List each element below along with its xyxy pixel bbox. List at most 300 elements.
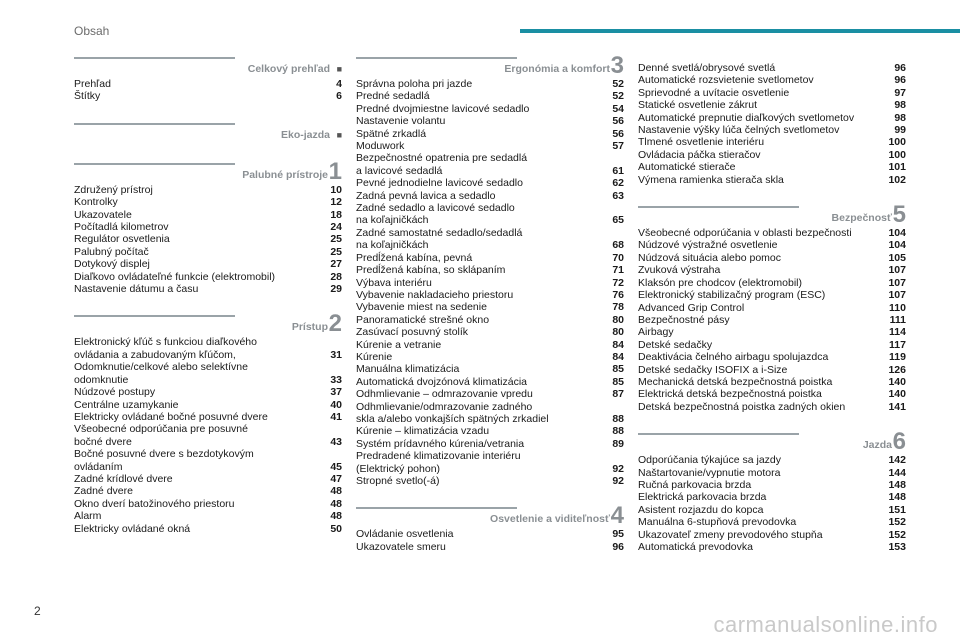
toc-entry-title: Pevné jednodielne lavicové sedadlo: [356, 177, 523, 190]
toc-entry-title: Prehľad: [74, 78, 111, 90]
toc-entry-page: 85: [612, 363, 624, 376]
toc-entry[interactable]: [74, 448, 342, 473]
toc-entry-title: Ukazovatele smeru: [356, 540, 446, 553]
toc-entry-title: Statické osvetlenie zákrut: [638, 99, 758, 112]
toc-entry[interactable]: [638, 388, 906, 400]
toc-entry-title: Detské sedačky ISOFIX a i-Size: [638, 363, 788, 376]
toc-entry-page: 56: [612, 127, 624, 140]
toc-entry-page: 104: [888, 227, 906, 240]
toc-entry-title: Ručná parkovacia brzda: [638, 478, 752, 491]
toc-entry[interactable]: [356, 78, 624, 90]
toc-entry-title: Zadné dvere: [74, 485, 133, 498]
toc-entry[interactable]: [638, 62, 906, 74]
toc-entry-title: Všeobecné odporúčania v oblasti bezpečnosti: [638, 227, 852, 240]
toc-entry-page: 52: [612, 78, 624, 90]
toc-entry-title: Automatické stierače: [638, 161, 736, 174]
toc-entry[interactable]: [74, 523, 342, 535]
toc-entry-page: 70: [612, 251, 624, 264]
toc-entry-page: 48: [330, 510, 342, 523]
toc-entry[interactable]: [356, 277, 624, 289]
toc-entry-page: 33: [330, 373, 342, 386]
toc-entry-title: Centrálne uzamykanie: [74, 398, 179, 411]
toc-entry-page: 41: [330, 410, 342, 423]
toc-entry[interactable]: [74, 498, 342, 510]
toc-entry-page: 98: [894, 111, 906, 124]
toc-entry-page: 48: [330, 497, 342, 510]
toc-entry[interactable]: [74, 411, 342, 423]
toc-entry-page: 119: [889, 351, 906, 364]
toc-entry-title: Palubný počítač: [74, 245, 149, 258]
toc-entry[interactable]: [74, 336, 342, 361]
toc-entry-title: Núdzová situácia alebo pomoc: [638, 251, 782, 264]
toc-section: [356, 52, 624, 487]
toc-entry[interactable]: [638, 74, 906, 86]
toc-entry-title: Zvuková výstraha: [638, 264, 721, 277]
toc-entry-page: 96: [612, 540, 624, 553]
toc-section: [74, 310, 342, 535]
toc-entry-page: 114: [889, 326, 906, 339]
toc-entry-page: 151: [888, 503, 906, 516]
section-number: 5: [892, 201, 906, 229]
toc-entry[interactable]: [356, 90, 624, 102]
toc-entry-title: Elektrická parkovacia brzda: [638, 491, 767, 504]
toc-entry[interactable]: [74, 90, 342, 102]
toc-entry-title: Zadné samostatné sedadlo/sedadlá na koľajničkách: [356, 226, 523, 252]
toc-entry[interactable]: [74, 399, 342, 411]
toc-entry-page: 152: [888, 516, 906, 529]
toc-entry[interactable]: [638, 529, 906, 541]
toc-entry[interactable]: [638, 491, 906, 503]
toc-entry-page: 28: [330, 270, 342, 283]
toc-entry-page: 105: [888, 251, 906, 264]
toc-section: [638, 62, 906, 186]
toc-entry-title: Odhmlievanie – odmrazovanie vpredu: [356, 388, 533, 401]
toc-entry-title: Predĺžená kabína, pevná: [356, 251, 473, 264]
toc-entry[interactable]: [356, 264, 624, 276]
section-divider: [638, 433, 799, 435]
toc-entry-page: 96: [894, 74, 906, 87]
toc-entry[interactable]: [74, 283, 342, 295]
toc-entry-title: Štítky: [74, 90, 101, 103]
toc-entry[interactable]: [638, 239, 906, 251]
toc-entry[interactable]: [74, 386, 342, 398]
toc-entry-page: 148: [888, 478, 906, 491]
toc-entry-page: 56: [612, 115, 624, 128]
header-accent-bar: [520, 29, 960, 33]
toc-entry-page: 76: [612, 288, 624, 301]
toc-entry-title: Automatické rozsvietenie svetlometov: [638, 74, 814, 87]
toc-entry[interactable]: [356, 450, 624, 475]
section-header: [356, 52, 624, 79]
toc-entry-title: Odomknutie/celkové alebo selektívne odomknutie: [74, 361, 248, 386]
toc-entry[interactable]: [74, 78, 342, 90]
toc-entry-title: Ukazovatele: [74, 208, 132, 221]
toc-entry-page: 84: [612, 338, 624, 351]
toc-entry-title: Spätné zrkadlá: [356, 127, 427, 140]
toc-entry-page: 84: [612, 350, 624, 363]
watermark-text: carmanualsonline.info: [713, 612, 938, 637]
toc-entry-page: 6: [336, 90, 342, 103]
toc-entry-title: Odporúčania týkajúce sa jazdy: [638, 454, 781, 467]
toc-entry-page: 40: [330, 398, 342, 411]
toc-entry-title: Automatická dvojzónová klimatizácia: [356, 375, 527, 388]
toc-entry-title: Zadné sedadlo a lavicové sedadlo na koľajničkách: [356, 202, 515, 227]
toc-entry[interactable]: [74, 423, 342, 448]
toc-entry[interactable]: [638, 302, 906, 314]
toc-entry-title: Kontrolky: [74, 196, 118, 209]
toc-entry-page: 43: [330, 435, 342, 448]
toc-entry-title: Detské sedačky: [638, 338, 713, 351]
toc-entry-title: Elektricky ovládané bočné posuvné dvere: [74, 410, 268, 423]
toc-entry[interactable]: [638, 467, 906, 479]
toc-entry-page: 89: [612, 437, 624, 450]
toc-entry[interactable]: [638, 541, 906, 553]
toc-entry-page: 104: [888, 239, 906, 252]
toc-entry-title: Klaksón pre chodcov (elektromobil): [638, 276, 802, 289]
toc-entry-title: Advanced Grip Control: [638, 301, 745, 314]
toc-entry-title: Manuálna 6-stupňová prevodovka: [638, 516, 797, 529]
toc-entry[interactable]: [638, 124, 906, 136]
toc-entry-title: Ukazovateľ zmeny prevodového stupňa: [638, 528, 823, 541]
toc-entry[interactable]: [74, 258, 342, 270]
toc-entry-page: 110: [889, 301, 906, 314]
toc-entry[interactable]: [638, 339, 906, 351]
toc-entry-page: 98: [894, 99, 906, 112]
toc-entry[interactable]: [74, 361, 342, 386]
toc-entry-page: 99: [894, 124, 906, 137]
toc-entry-page: 92: [612, 475, 624, 487]
toc-entry-page: 141: [888, 400, 906, 413]
toc-entry[interactable]: [356, 363, 624, 375]
toc-section: [74, 55, 342, 103]
toc-entry-title: Odhmlievanie/odmrazovanie zadného skla a/alebo vonkajších spätných zrkadiel: [356, 400, 549, 425]
section-number: 1: [328, 157, 342, 185]
toc-entry[interactable]: [74, 246, 342, 258]
toc-entry[interactable]: [356, 401, 624, 426]
toc-entry-page: 111: [889, 313, 906, 326]
toc-entry[interactable]: [356, 376, 624, 388]
toc-entry-page: 107: [888, 276, 906, 289]
toc-entry-page: 126: [888, 363, 906, 376]
section-header: [74, 55, 342, 77]
toc-entry[interactable]: [638, 87, 906, 99]
toc-entry-title: Kúrenie – klimatizácia vzadu: [356, 425, 490, 438]
toc-entry-title: Všeobecné odporúčania pre posuvné bočné dvere: [74, 423, 248, 448]
toc-entry-title: Kúrenie: [356, 350, 393, 363]
toc-entry-page: 140: [888, 388, 906, 401]
toc-entry-page: 68: [612, 239, 624, 252]
toc-entry-page: 144: [888, 466, 906, 479]
toc-entry[interactable]: [638, 136, 906, 148]
toc-entry-page: 10: [330, 183, 342, 196]
toc-entry-page: 52: [612, 90, 624, 103]
toc-entry[interactable]: [356, 388, 624, 400]
toc-entry-title: Elektronický stabilizačný program (ESC): [638, 289, 826, 302]
toc-entry[interactable]: [356, 301, 624, 313]
toc-entry[interactable]: [356, 177, 624, 189]
toc-entry[interactable]: [638, 149, 906, 161]
toc-entry[interactable]: [638, 289, 906, 301]
toc-entry-title: Alarm: [74, 510, 102, 523]
square-bullet-icon: ■: [336, 129, 342, 140]
toc-entry-title: Stropné svetlo(-á): [356, 475, 440, 487]
toc-entry-title: Predné dvojmiestne lavicové sedadlo: [356, 102, 530, 115]
toc-entry-page: 107: [888, 264, 906, 277]
section-divider: [356, 507, 517, 509]
toc-entry[interactable]: [356, 339, 624, 351]
toc-entry[interactable]: [638, 264, 906, 276]
toc-entry-title: Manuálna klimatizácia: [356, 363, 460, 376]
section-header: [638, 428, 906, 456]
toc-entry-title: Okno dverí batožinového priestoru: [74, 497, 235, 510]
toc-entry[interactable]: [356, 326, 624, 338]
toc-entry-page: 48: [330, 485, 342, 498]
toc-entry-page: 18: [330, 208, 342, 221]
toc-entry[interactable]: [74, 233, 342, 245]
section-header: [356, 502, 624, 530]
toc-entry-title: Diaľkovo ovládateľné funkcie (elektromobil): [74, 270, 276, 283]
toc-entry-page: 88: [612, 412, 624, 425]
toc-entry-title: Zadné krídlové dvere: [74, 472, 173, 485]
toc-entry-title: Ovládanie osvetlenia: [356, 528, 454, 541]
section-number: 4: [610, 502, 624, 530]
toc-entry-title: Panoramatické strešné okno: [356, 313, 490, 326]
toc-entry-title: Nastavenie volantu: [356, 115, 446, 128]
toc-entry-title: Mechanická detská bezpečnostná poistka: [638, 375, 833, 388]
toc-entry-title: Sprievodné a uvítacie osvetlenie: [638, 86, 790, 99]
toc-section: [74, 157, 342, 296]
toc-entry[interactable]: [356, 202, 624, 227]
toc-entry[interactable]: [356, 128, 624, 140]
toc-entry-title: Bočné posuvné dvere s bezdotykovým ovládaním: [74, 448, 254, 473]
toc-entry-title: Núdzové výstražné osvetlenie: [638, 239, 778, 252]
toc-entry-page: 87: [612, 388, 624, 401]
section-header: [74, 121, 342, 143]
toc-entry-title: Kúrenie a vetranie: [356, 338, 442, 351]
section-title: Celkový prehľad: [247, 63, 330, 75]
toc-entry-page: 107: [888, 289, 906, 302]
toc-entry-title: Dotykový displej: [74, 258, 150, 271]
section-divider: [74, 315, 235, 317]
toc-entry[interactable]: [74, 473, 342, 485]
section-number: 2: [328, 310, 342, 338]
toc-entry[interactable]: [638, 376, 906, 388]
toc-entry-title: Vybavenie miest na sedenie: [356, 301, 487, 314]
toc-entry[interactable]: [356, 528, 624, 540]
toc-entry-page: 25: [330, 233, 342, 246]
toc-entry-title: Denné svetlá/obrysové svetlá: [638, 62, 776, 74]
toc-entry[interactable]: [74, 184, 342, 196]
toc-section: [638, 428, 906, 553]
toc-entry-page: 57: [612, 140, 624, 153]
toc-entry-page: 142: [888, 454, 906, 467]
toc-entry-page: 102: [888, 173, 906, 186]
toc-column-1: [74, 55, 342, 553]
toc-entry-title: Výmena ramienka stierača skla: [638, 173, 784, 186]
toc-entry[interactable]: [74, 271, 342, 283]
square-bullet-icon: ■: [336, 64, 342, 74]
toc-entry[interactable]: [356, 425, 624, 437]
toc-entry[interactable]: [638, 479, 906, 491]
toc-entry-title: Nastavenie dátumu a času: [74, 283, 199, 296]
section-title: Bezpečnosť: [831, 212, 892, 225]
toc-section: [356, 502, 624, 553]
toc-entry-title: Detská bezpečnostná poistka zadných okien: [638, 400, 846, 413]
toc-entry-title: Zasúvací posuvný stolík: [356, 326, 469, 339]
toc-entry-page: 100: [888, 136, 906, 149]
toc-entry-title: Asistent rozjazdu do kopca: [638, 503, 764, 516]
toc-entry-title: Elektronický kľúč s funkciou diaľkového ovládania a zabudovaným kľúčom,: [74, 336, 257, 361]
toc-entry[interactable]: [638, 454, 906, 466]
toc-entry-page: 95: [612, 528, 624, 541]
toc-entry[interactable]: [638, 277, 906, 289]
page-number: 2: [34, 604, 41, 618]
toc-entry[interactable]: [74, 221, 342, 233]
toc-entry-title: Bezpečnostné opatrenia pre sedadlá a lavicové sedadlá: [356, 152, 528, 177]
toc-entry[interactable]: [356, 227, 624, 252]
section-header: [74, 310, 342, 338]
toc-entry[interactable]: [356, 103, 624, 115]
toc-entry-page: 31: [330, 348, 342, 361]
toc-entry-page: 152: [888, 528, 906, 541]
toc-entry[interactable]: [638, 252, 906, 264]
toc-entry-page: 27: [330, 258, 342, 271]
toc-entry[interactable]: [356, 314, 624, 326]
section-divider: [74, 123, 235, 125]
toc-entry-page: 65: [612, 214, 624, 227]
toc-entry-page: 62: [612, 177, 624, 190]
toc-entry-page: 4: [336, 78, 342, 90]
toc-entry-title: Airbagy: [638, 326, 674, 339]
toc-entry-title: Elektricky ovládané okná: [74, 522, 191, 535]
toc-entry[interactable]: [74, 485, 342, 497]
toc-entry-page: 25: [330, 245, 342, 258]
toc-entry[interactable]: [74, 510, 342, 522]
section-divider: [356, 57, 517, 59]
toc-entry[interactable]: [638, 161, 906, 173]
toc-column-3: [638, 62, 906, 571]
toc-entry-page: 63: [612, 189, 624, 202]
toc-entry-title: Vybavenie nakladacieho priestoru: [356, 288, 514, 301]
section-number: 6: [892, 428, 906, 456]
toc-entry[interactable]: [638, 227, 906, 239]
toc-entry-page: 117: [889, 338, 906, 351]
toc-entry-title: Automatické prepnutie diaľkových svetlometov: [638, 111, 855, 124]
toc-entry-page: 24: [330, 221, 342, 234]
toc-entry[interactable]: [638, 504, 906, 516]
section-divider: [74, 57, 235, 59]
toc-entry-page: 78: [612, 301, 624, 314]
toc-section: [74, 121, 342, 143]
toc-entry[interactable]: [638, 364, 906, 376]
toc-entry-page: 50: [330, 522, 342, 535]
toc-entry-page: 140: [888, 375, 906, 388]
toc-entry-page: 92: [612, 462, 624, 475]
toc-entry-page: 45: [330, 460, 342, 473]
toc-entry-title: Moduwork: [356, 140, 405, 153]
toc-entry-title: Núdzové postupy: [74, 386, 156, 399]
toc-entry[interactable]: [356, 351, 624, 363]
toc-entry[interactable]: [638, 174, 906, 186]
section-divider: [638, 206, 799, 208]
toc-entry-title: Predĺžená kabína, so sklápaním: [356, 264, 506, 277]
section-title: Jazda: [862, 439, 892, 452]
toc-entry[interactable]: [356, 475, 624, 487]
toc-entry-page: 71: [612, 264, 624, 277]
section-header: [74, 157, 342, 185]
toc-entry-page: 47: [330, 472, 342, 485]
toc-entry-title: Naštartovanie/vypnutie motora: [638, 466, 781, 479]
toc-column-2: [356, 52, 624, 571]
toc-entry-page: 72: [612, 276, 624, 289]
toc-entry-title: Združený prístroj: [74, 183, 153, 196]
toc-entry-page: 61: [612, 164, 624, 177]
section-title: Osvetlenie a viditeľnosť: [490, 513, 610, 526]
toc-entry[interactable]: [74, 196, 342, 208]
toc-entry-page: 100: [888, 148, 906, 161]
toc-entry-page: 80: [612, 313, 624, 326]
toc-section: [638, 201, 906, 413]
toc-entry-page: 153: [888, 541, 906, 553]
toc-entry-page: 85: [612, 375, 624, 388]
section-title: Prístup: [291, 321, 328, 334]
toc-entry[interactable]: [356, 252, 624, 264]
toc-entry[interactable]: [638, 516, 906, 528]
toc-entry[interactable]: [638, 326, 906, 338]
header-title: Obsah: [74, 24, 110, 38]
toc-entry-page: 88: [612, 425, 624, 438]
toc-entry-title: Bezpečnostné pásy: [638, 313, 730, 326]
toc-entry[interactable]: [638, 351, 906, 363]
toc-entry[interactable]: [356, 438, 624, 450]
toc-entry-page: 101: [888, 161, 906, 174]
toc-entry-page: 96: [894, 62, 906, 74]
toc-entry[interactable]: [356, 289, 624, 301]
toc-entry[interactable]: [356, 541, 624, 553]
toc-entry-title: Systém prídavného kúrenia/vetrania: [356, 437, 525, 450]
toc-entry[interactable]: [74, 209, 342, 221]
toc-entry-title: Zadná pevná lavica a sedadlo: [356, 189, 496, 202]
toc-entry-page: 29: [330, 283, 342, 296]
toc-entry-page: 148: [888, 491, 906, 504]
toc-entry[interactable]: [356, 140, 624, 152]
toc-entry-title: Výbava interiéru: [356, 276, 432, 289]
toc-entry[interactable]: [638, 112, 906, 124]
section-header: [638, 201, 906, 229]
section-number: 3: [610, 52, 624, 79]
section-title: Ergonómia a komfort: [504, 63, 610, 75]
toc-entry-title: Deaktivácia čelného airbagu spolujazdca: [638, 351, 829, 364]
toc-entry-title: Predné sedadlá: [356, 90, 430, 103]
toc-entry-page: 37: [330, 386, 342, 399]
toc-entry-title: Správna poloha pri jazde: [356, 78, 473, 90]
toc-entry[interactable]: [638, 401, 906, 413]
toc-entry[interactable]: [638, 314, 906, 326]
toc-entry[interactable]: [356, 190, 624, 202]
toc-entry-title: Nastavenie výšky lúča čelných svetlometov: [638, 124, 840, 137]
section-divider: [74, 163, 235, 165]
toc-entry-page: 80: [612, 326, 624, 339]
toc-entry-title: Počítadlá kilometrov: [74, 221, 169, 234]
toc-entry[interactable]: [356, 152, 624, 177]
section-title: Eko-jazda: [280, 128, 330, 141]
toc-entry-title: Tlmené osvetlenie interiéru: [638, 136, 765, 149]
toc-entry[interactable]: [638, 99, 906, 111]
toc-entry-page: 97: [894, 86, 906, 99]
toc-entry-page: 54: [612, 102, 624, 115]
toc-entry-title: Ovládacia páčka stieračov: [638, 148, 761, 161]
toc-entry[interactable]: [356, 115, 624, 127]
